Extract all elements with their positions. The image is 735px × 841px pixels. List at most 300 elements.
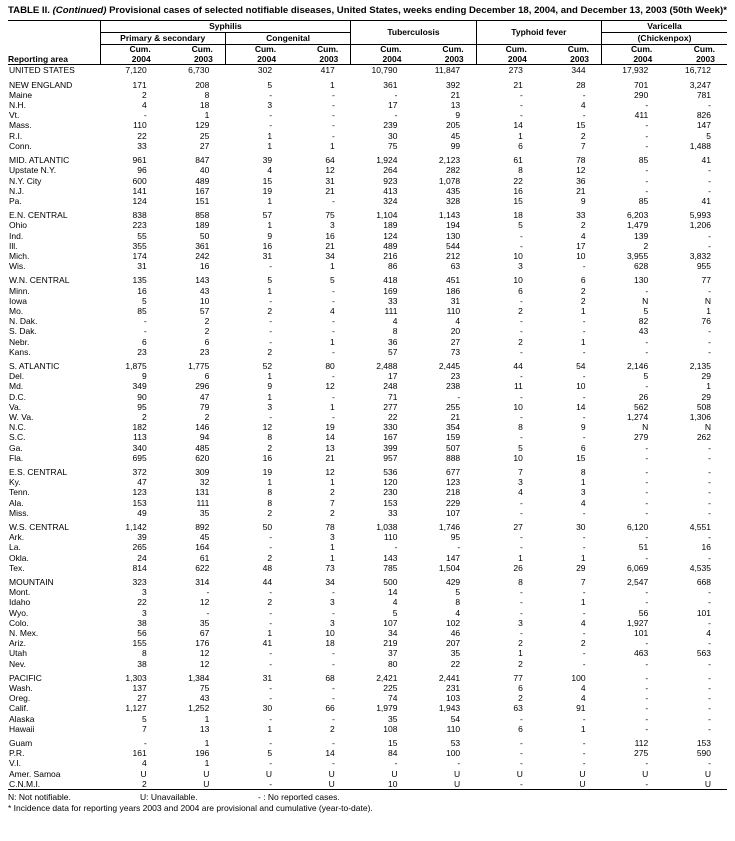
reporting-area-cell: W.N. CENTRAL [9, 275, 70, 286]
value-cell: 4,551 [689, 522, 711, 532]
value-cell: 123 [132, 487, 147, 498]
value-cell: 277 [383, 401, 398, 412]
value-cell: 44 [513, 360, 523, 371]
value-cell: - [331, 648, 335, 659]
value-cell: 27 [513, 522, 523, 532]
value-cell: 2 [141, 778, 147, 789]
value-cell: 11 [514, 381, 523, 392]
col-header-typhoid-cum-2004 [476, 45, 539, 65]
value-cell: 255 [445, 401, 461, 412]
table-row [8, 381, 727, 391]
value-cell: 64 [325, 155, 335, 166]
value-cell: 3,247 [689, 79, 711, 90]
value-cell: - [269, 607, 273, 618]
value-cell: 171 [132, 79, 147, 90]
value-cell: 1,979 [376, 703, 398, 714]
value-cell: 279 [634, 432, 649, 443]
value-cell: 27 [137, 693, 147, 704]
value-cell: - [331, 195, 335, 206]
reporting-area-cell: Nebr. [9, 336, 30, 347]
table-row [8, 553, 727, 563]
value-cell: 223 [132, 220, 147, 231]
value-cell: 4,535 [689, 562, 711, 573]
reporting-area-cell: Wyo. [9, 607, 29, 618]
value-cell: 2 [330, 723, 335, 734]
value-cell: 3 [267, 100, 273, 111]
value-cell: 50 [262, 522, 273, 532]
value-cell: 17 [388, 100, 398, 111]
value-cell: 77 [701, 275, 711, 286]
value-cell: 95 [450, 532, 461, 543]
value-cell: 435 [445, 185, 461, 196]
value-cell: 418 [383, 275, 398, 286]
value-cell: 2 [580, 130, 586, 141]
value-cell: - [708, 175, 711, 186]
table-row [8, 176, 727, 186]
value-cell: 2,441 [438, 672, 461, 683]
value-cell: 16,712 [685, 65, 711, 76]
value-cell: 4 [518, 487, 523, 498]
value-cell: - [708, 532, 711, 543]
value-cell: - [582, 110, 586, 121]
reporting-area-cell: Del. [9, 371, 25, 382]
value-cell: 159 [445, 432, 461, 443]
reporting-area-cell: MOUNTAIN [9, 577, 54, 588]
value-cell: 1 [580, 597, 586, 608]
table-row [8, 522, 727, 532]
value-cell: - [269, 316, 273, 327]
value-cell: 10 [199, 295, 210, 306]
col-header-varicella-cum-2004 [602, 45, 665, 65]
value-cell: 957 [383, 452, 398, 463]
value-cell: 31 [137, 261, 147, 272]
value-cell: 2 [267, 507, 273, 518]
column-group-tuberculosis: Tuberculosis [351, 21, 476, 45]
value-cell: 161 [132, 748, 147, 759]
value-cell: 75 [199, 683, 210, 694]
value-cell: 123 [445, 477, 461, 488]
value-cell: 3 [330, 220, 335, 231]
value-cell: 36 [576, 175, 586, 186]
value-cell: 7 [580, 140, 586, 151]
reporting-area-cell: S.C. [9, 432, 26, 443]
value-cell: 1 [330, 542, 335, 553]
value-cell: - [457, 758, 461, 769]
value-cell: U [642, 768, 649, 779]
value-cell: 164 [195, 542, 210, 553]
table-row [8, 361, 727, 371]
value-cell: 194 [445, 220, 461, 231]
value-cell: 12 [262, 422, 273, 433]
value-cell: - [520, 240, 523, 251]
value-cell: 1,927 [626, 617, 649, 628]
value-cell: 1 [267, 140, 273, 151]
cum-label: Cum. [380, 44, 402, 55]
value-cell: 10 [513, 452, 523, 463]
value-cell: 7 [141, 723, 147, 734]
value-cell: 189 [195, 220, 210, 231]
value-cell: 324 [383, 195, 398, 206]
reporting-area-cell: R.I. [9, 130, 23, 141]
value-cell: 16 [513, 185, 523, 196]
value-cell: - [708, 336, 711, 347]
reporting-area-cell: V.I. [9, 758, 21, 769]
value-cell: 110 [133, 120, 147, 131]
value-cell: 8 [141, 648, 147, 659]
value-cell: 677 [445, 466, 461, 477]
value-cell: 349 [132, 381, 147, 392]
value-cell: - [143, 110, 147, 121]
value-cell: 71 [388, 391, 398, 402]
value-cell: 7 [518, 466, 523, 477]
value-cell: 1 [204, 738, 210, 749]
value-cell: 33 [388, 507, 398, 518]
value-cell: 1,924 [376, 155, 398, 166]
value-cell: 3 [330, 597, 335, 608]
value-cell: 95 [137, 401, 147, 412]
value-cell: 9 [580, 422, 586, 433]
value-cell: N [642, 422, 649, 433]
value-cell: 2 [330, 507, 335, 518]
value-cell: 174 [132, 250, 147, 261]
value-cell: 302 [257, 65, 273, 76]
value-cell: 13 [199, 723, 210, 734]
reporting-area-cell: UNITED STATES [9, 65, 75, 76]
value-cell: 103 [445, 693, 461, 704]
value-cell: 35 [388, 713, 398, 724]
value-cell: - [708, 346, 711, 357]
value-cell: 151 [195, 195, 210, 206]
value-cell: 61 [199, 552, 210, 563]
value-cell: - [520, 532, 523, 543]
value-cell: 3,955 [626, 250, 649, 261]
value-cell: - [269, 778, 273, 789]
table-row [8, 100, 727, 110]
value-cell: 489 [195, 175, 210, 186]
value-cell: 2 [580, 285, 586, 296]
value-cell: 3 [141, 587, 147, 598]
value-cell: 35 [199, 617, 210, 628]
value-cell: 16 [199, 261, 210, 272]
value-cell: 323 [132, 577, 147, 588]
table-row [8, 90, 727, 100]
value-cell: 146 [195, 422, 210, 433]
table-row [8, 532, 727, 542]
value-cell: 242 [195, 250, 210, 261]
value-cell: 1,479 [626, 220, 649, 231]
value-cell: 77 [513, 672, 523, 683]
value-cell: 15 [388, 738, 398, 749]
value-cell: 45 [450, 130, 461, 141]
value-cell: 107 [383, 617, 398, 628]
value-cell: 111 [384, 305, 398, 316]
reporting-area-cell: N.Y. City [9, 175, 42, 186]
value-cell: 51 [638, 542, 649, 553]
value-cell: 1 [580, 552, 586, 563]
value-cell: 562 [634, 401, 649, 412]
reporting-area-cell: Ill. [9, 240, 18, 251]
value-cell: 54 [576, 360, 586, 371]
table-row [8, 628, 727, 638]
value-cell: - [520, 326, 523, 337]
value-cell: - [394, 89, 398, 100]
value-cell: 218 [445, 487, 461, 498]
reporting-area-cell: W. Va. [9, 411, 34, 422]
value-cell: - [645, 778, 649, 789]
value-cell: 5 [706, 130, 711, 141]
column-group-congenital: Congenital [225, 33, 350, 45]
reporting-area-cell: C.N.M.I. [9, 778, 41, 789]
value-cell: 189 [383, 220, 398, 231]
value-cell: 563 [696, 648, 711, 659]
value-cell: 231 [445, 683, 461, 694]
value-cell: 27 [199, 140, 210, 151]
value-cell: 6,120 [626, 522, 649, 532]
value-cell: 212 [445, 250, 461, 261]
value-cell: U [391, 768, 398, 779]
value-cell: - [645, 452, 649, 463]
year-label: 2003 [319, 53, 339, 64]
value-cell: 2 [267, 442, 273, 453]
value-cell: 137 [132, 683, 147, 694]
value-cell: - [582, 628, 586, 639]
value-cell: 2 [141, 89, 147, 100]
value-cell: U [328, 778, 335, 789]
value-cell: - [331, 758, 335, 769]
value-cell: 82 [638, 316, 649, 327]
value-cell: 392 [445, 79, 461, 90]
value-cell: 107 [445, 507, 461, 518]
reporting-area-cell: Mo. [9, 305, 24, 316]
value-cell: 1 [267, 285, 273, 296]
reporting-area-cell: Pa. [9, 195, 22, 206]
value-cell: 6 [518, 683, 523, 694]
value-cell: 16 [701, 542, 711, 553]
value-cell: - [582, 346, 586, 357]
value-cell: - [331, 120, 335, 131]
value-cell: 129 [195, 120, 210, 131]
value-cell: - [520, 316, 523, 327]
value-cell: 17,932 [622, 65, 649, 76]
value-cell: 216 [383, 250, 398, 261]
value-cell: 18 [513, 210, 523, 221]
value-cell: 16 [262, 240, 273, 251]
reporting-area-cell: Alaska [9, 713, 35, 724]
value-cell: - [331, 411, 335, 422]
value-cell: 49 [137, 507, 147, 518]
value-cell: 182 [132, 422, 147, 433]
value-cell: 34 [325, 250, 335, 261]
value-cell: 14 [325, 432, 335, 443]
table-row [8, 120, 727, 130]
value-cell: - [645, 693, 649, 704]
value-cell: - [582, 371, 586, 382]
value-cell: - [708, 326, 711, 337]
value-cell: 12 [325, 381, 335, 392]
reporting-area-cell: E.S. CENTRAL [9, 466, 68, 477]
value-cell: - [269, 713, 273, 724]
reporting-area-cell: Vt. [9, 110, 20, 121]
value-cell: 3 [330, 532, 335, 543]
value-cell: 35 [450, 648, 461, 659]
value-cell: 2 [141, 411, 147, 422]
value-cell: 544 [445, 240, 461, 251]
value-cell: 5 [267, 275, 273, 286]
value-cell: 1,875 [125, 360, 147, 371]
value-cell: 5 [267, 748, 273, 759]
value-cell: - [269, 532, 273, 543]
table-row [8, 432, 727, 442]
value-cell: 668 [696, 577, 711, 588]
value-cell: 47 [199, 391, 210, 402]
value-cell: 6 [580, 275, 586, 286]
value-cell: - [331, 100, 335, 111]
value-cell: 135 [132, 275, 147, 286]
table-row [8, 131, 727, 141]
value-cell: U [328, 768, 335, 779]
value-cell: 1 [330, 401, 335, 412]
value-cell: 2 [267, 305, 273, 316]
value-cell: 1 [204, 110, 210, 121]
value-cell: 124 [383, 230, 398, 241]
value-cell: 12 [199, 658, 210, 669]
value-cell: 5 [392, 607, 398, 618]
value-cell: - [708, 477, 711, 488]
value-cell: - [520, 230, 523, 241]
reporting-area-cell: Utah [9, 648, 27, 659]
reporting-area-cell: Wis. [9, 261, 26, 272]
reporting-area-cell: W.S. CENTRAL [9, 522, 69, 532]
value-cell: 16 [325, 230, 335, 241]
value-cell: 112 [634, 738, 649, 749]
value-cell: - [582, 658, 586, 669]
value-cell: 38 [137, 658, 147, 669]
value-cell: 53 [450, 738, 461, 749]
reporting-area-cell: PACIFIC [9, 672, 42, 683]
value-cell: 75 [325, 210, 335, 221]
value-cell: 355 [132, 240, 147, 251]
reporting-area-cell: Mass. [9, 120, 32, 131]
value-cell: 2 [518, 336, 523, 347]
column-group-chickenpox: (Chickenpox) [602, 33, 727, 45]
reporting-area-cell: Iowa [9, 295, 27, 306]
value-cell: 1 [330, 140, 335, 151]
value-cell: - [457, 542, 461, 553]
value-cell: 113 [133, 432, 147, 443]
value-cell: 1 [267, 195, 273, 206]
reporting-area-cell: Miss. [9, 507, 29, 518]
value-cell: - [582, 542, 586, 553]
value-cell: 4 [706, 628, 711, 639]
value-cell: 34 [325, 577, 335, 588]
value-cell: 111 [196, 497, 210, 508]
value-cell: - [582, 758, 586, 769]
value-cell: 12 [325, 165, 335, 176]
value-cell: - [520, 587, 523, 598]
value-cell: - [582, 713, 586, 724]
value-cell: 1 [267, 371, 273, 382]
value-cell: - [331, 658, 335, 669]
value-cell: - [269, 683, 273, 694]
value-cell: - [582, 748, 586, 759]
value-cell: 3 [141, 607, 147, 618]
value-cell: 57 [199, 305, 210, 316]
value-cell: 701 [634, 79, 649, 90]
value-cell: 23 [137, 346, 147, 357]
table-row [8, 412, 727, 422]
value-cell: 52 [262, 360, 273, 371]
value-cell: 23 [199, 346, 210, 357]
value-cell: 13 [450, 100, 461, 111]
table-row [8, 316, 727, 326]
value-cell: - [708, 466, 711, 477]
value-cell: 2 [518, 658, 523, 669]
value-cell: 110 [446, 723, 461, 734]
value-cell: 9 [267, 381, 273, 392]
table-row [8, 648, 727, 658]
value-cell: - [582, 738, 586, 749]
value-cell: 282 [445, 165, 461, 176]
value-cell: - [645, 442, 649, 453]
value-cell: - [331, 371, 335, 382]
value-cell: 6 [518, 285, 523, 296]
table-header [8, 21, 727, 65]
value-cell: 2 [518, 693, 523, 704]
value-cell: - [269, 110, 273, 121]
value-cell: 1 [580, 336, 586, 347]
value-cell: 169 [383, 285, 398, 296]
table-row [8, 659, 727, 669]
value-cell: 2 [330, 487, 335, 498]
value-cell: 5 [267, 79, 273, 90]
value-cell: 4 [580, 100, 586, 111]
value-cell: 1 [204, 713, 210, 724]
value-cell: 21 [325, 240, 335, 251]
reporting-area-cell: Fla. [9, 452, 24, 463]
value-cell: 5,993 [689, 210, 711, 221]
value-cell: - [708, 552, 711, 563]
reporting-area-cell: Tenn. [9, 487, 30, 498]
value-cell: - [520, 507, 523, 518]
value-cell: - [708, 185, 711, 196]
value-cell: 2 [518, 305, 523, 316]
value-cell: U [704, 778, 711, 789]
value-cell: 22 [450, 658, 461, 669]
value-cell: - [645, 703, 649, 714]
year-label: 2003 [193, 53, 213, 64]
value-cell: - [331, 130, 335, 141]
value-cell: 296 [195, 381, 210, 392]
value-cell: 2,135 [689, 360, 711, 371]
value-cell: 32 [199, 477, 210, 488]
value-cell: 695 [132, 452, 147, 463]
value-cell: 85 [638, 155, 649, 166]
value-cell: 79 [199, 401, 210, 412]
value-cell: N [642, 295, 649, 306]
reporting-area-cell: Idaho [9, 597, 31, 608]
value-cell: 19 [262, 466, 273, 477]
reporting-area-cell: Wash. [9, 683, 33, 694]
value-cell: - [708, 487, 711, 498]
table-row [8, 80, 727, 90]
value-cell: 73 [450, 346, 461, 357]
value-cell: 417 [320, 65, 335, 76]
value-cell: 22 [388, 411, 398, 422]
value-cell: 1 [580, 305, 586, 316]
table-row [8, 402, 727, 412]
value-cell: 314 [195, 577, 210, 588]
value-cell: - [645, 658, 649, 669]
